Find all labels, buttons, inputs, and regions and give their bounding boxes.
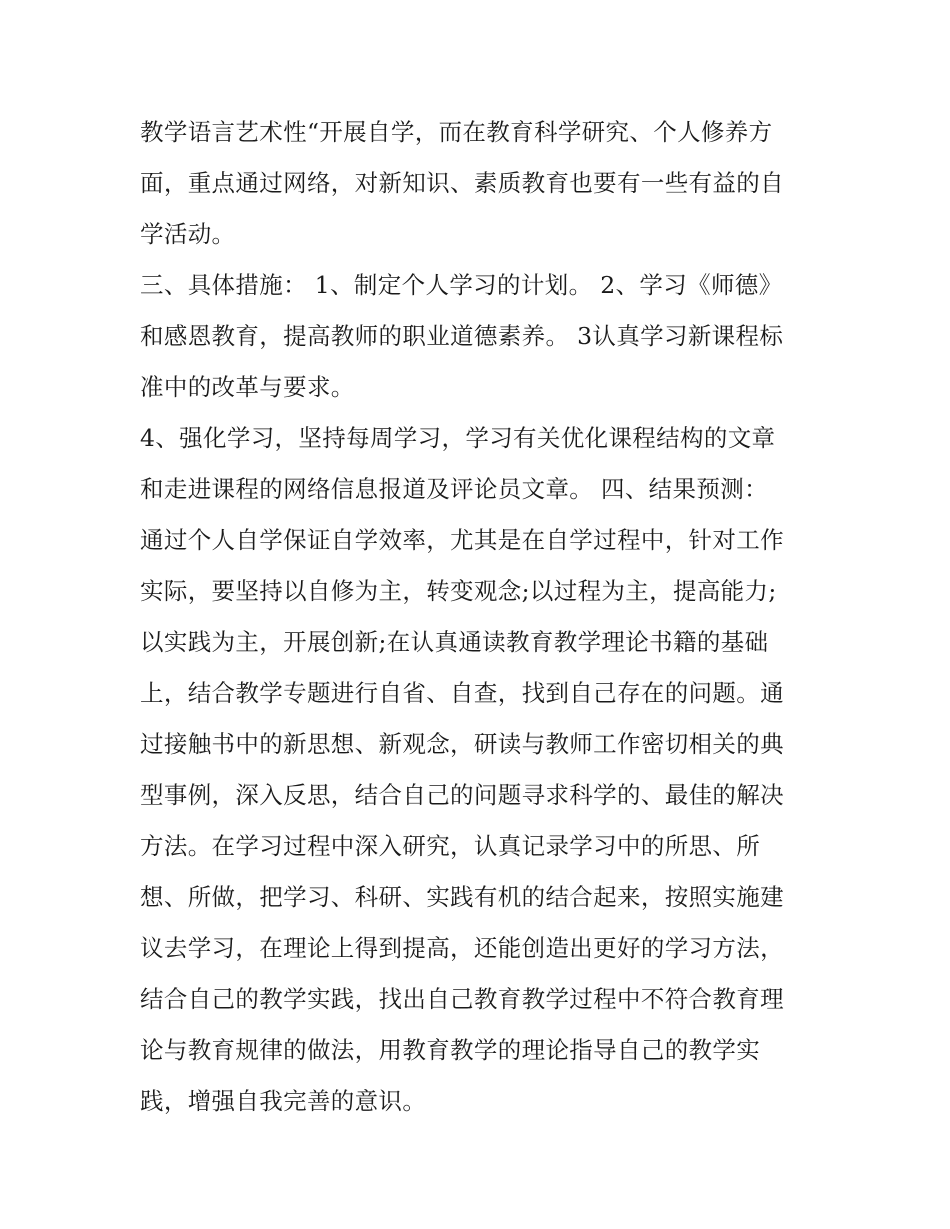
text-line: 学活动。 [140,220,236,248]
text-line: 实际，要坚持以自修为主，转变观念;以过程为主，提高能力; [140,577,777,605]
text-line: 想、所做，把学习、科研、实践有机的结合起来，按照实施建 [140,883,784,911]
text-line: 过接触书中的新思想、新观念，研读与教师工作密切相关的典 [140,730,784,758]
text-line: 方法。在学习过程中深入研究，认真记录学习中的所思、所 [140,832,761,860]
text-line: 以实践为主，开展创新;在认真通读教育教学理论书籍的基础 [140,628,769,656]
text-line: 结合自己的教学实践，找出自己教育教学过程中不符合教育理 [140,985,784,1013]
text-line: 践，增强自我完善的意识。 [140,1087,427,1115]
text-line: 三、具体措施： 1、制定个人学习的计划。 2、学习《师德》 [140,271,783,299]
text-line: 型事例，深入反思，结合自己的问题寻求科学的、最佳的解决 [140,781,784,809]
text-line: 面，重点通过网络，对新知识、素质教育也要有一些有益的自 [140,169,784,197]
text-line: 上，结合教学专题进行自省、自查，找到自己存在的问题。通 [140,679,784,707]
text-line: 和感恩教育，提高教师的职业道德素养。 3认真学习新课程标 [140,322,784,350]
document-body [140,107,820,1127]
text-line: 准中的改革与要求。 [140,373,355,401]
text-line: 和走进课程的网络信息报道及评论员文章。 四、结果预测： [140,475,768,503]
text-line: 4、强化学习，坚持每周学习，学习有关优化课程结构的文章 [140,424,776,452]
text-line: 通过个人自学保证自学效率，尤其是在自学过程中，针对工作 [140,526,784,554]
text-line: 议去学习，在理论上得到提高，还能创造出更好的学习方法， [140,934,784,962]
text-line: 论与教育规律的做法，用教育教学的理论指导自己的教学实 [140,1036,761,1064]
text-line: 教学语言艺术性“开展自学，而在教育科学研究、个人修养方 [140,118,773,146]
